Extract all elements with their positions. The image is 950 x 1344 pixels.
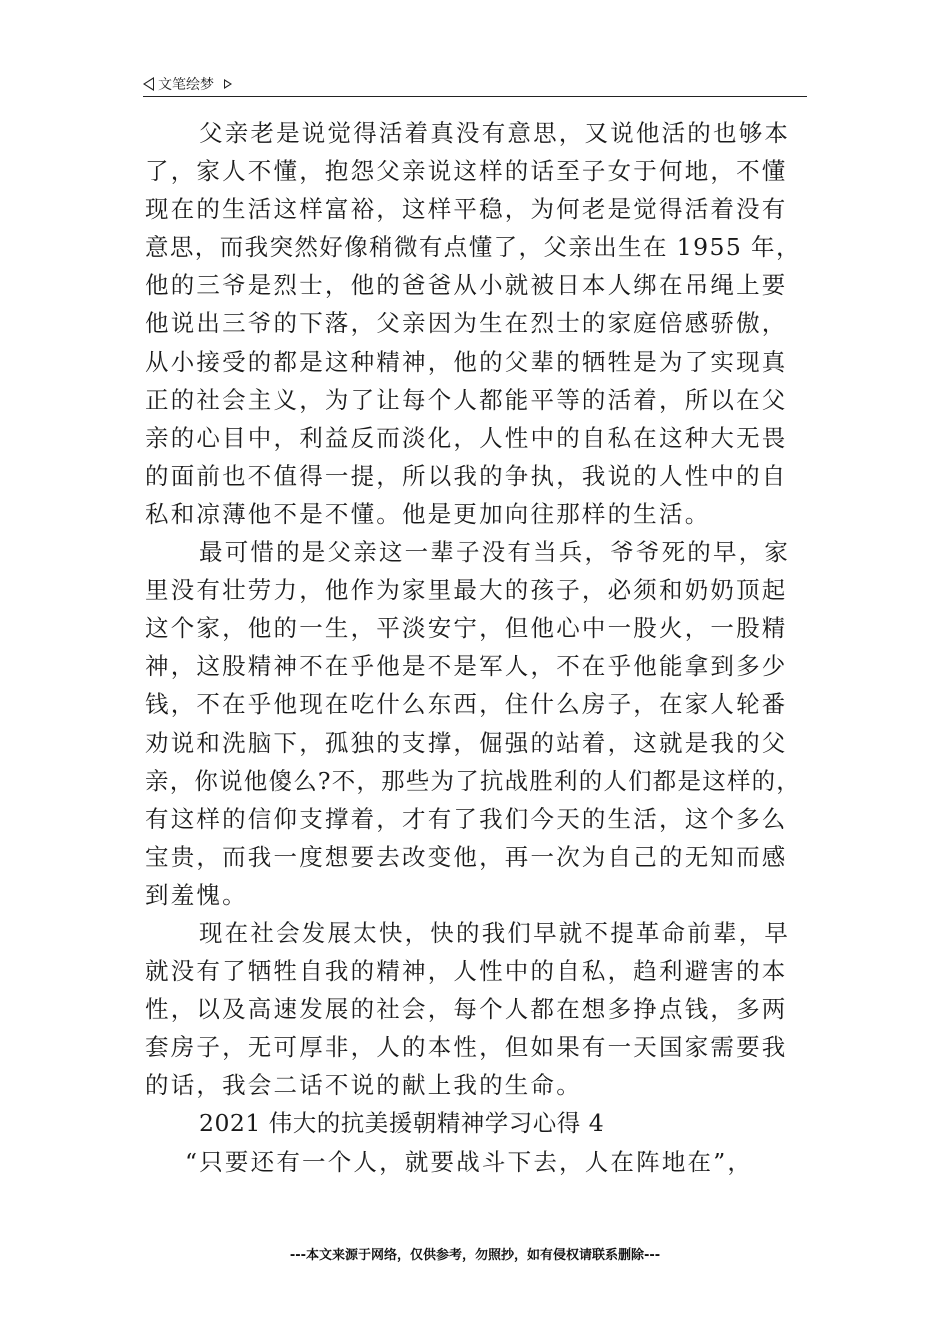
source-disclaimer: ---本文来源于网络，仅供参考，勿照抄，如有侵权请联系删除---: [289, 1248, 661, 1263]
brand-name: 文笔绘梦: [158, 77, 214, 93]
text-line: 性，以及高速发展的社会，每个人都在想多挣点钱，多两: [145, 995, 788, 1024]
text-line: 劝说和洗脑下，孤独的支撑，倔强的站着，这就是我的父: [145, 728, 788, 757]
text-line: 到羞愧。: [145, 880, 248, 909]
text-line: 亲，你说他傻么?不，那些为了抗战胜利的人们都是这样的，: [145, 766, 801, 795]
text-line: 这个家，他的一生，平淡安宁，但他心中一股火，一股精: [145, 614, 788, 643]
text-line: 现在社会发展太快，快的我们早就不提革命前辈，早: [199, 918, 791, 947]
left-triangle-icon: [143, 77, 154, 91]
text-line: 宝贵，而我一度想要去改变他，再一次为自己的无知而感: [145, 842, 788, 871]
text-line: 他的三爷是烈士，他的爸爸从小就被日本人绑在吊绳上要: [145, 271, 788, 300]
text-line: 父亲老是说觉得活着真没有意思，又说他活的也够本: [199, 119, 791, 147]
text-line: 他说出三爷的下落，父亲因为生在烈士的家庭倍感骄傲，: [145, 309, 788, 338]
section-heading: 2021 伟大的抗美援朝精神学习心得 4: [199, 1109, 605, 1138]
text-line: 意思，而我突然好像稍微有点懂了，父亲出生在 1955 年，: [145, 233, 801, 262]
text-line: 里没有壮劳力，他作为家里最大的孩子，必须和奶奶顶起: [145, 576, 788, 605]
text-line: 最可惜的是父亲这一辈子没有当兵，爷爷死的早，家: [199, 538, 791, 567]
text-line: 正的社会主义，为了让每个人都能平等的活着，所以在父: [145, 385, 788, 414]
text-line: 有这样的信仰支撑着，才有了我们今天的生活，这个多么: [145, 804, 788, 833]
right-triangle-icon: [224, 79, 232, 89]
page-header: [143, 70, 807, 97]
text-line: 亲的心目中，利益反而淡化，人性中的自私在这种大无畏: [145, 423, 788, 452]
text-line: 私和凉薄他不是不懂。他是更加向往那样的生活。: [145, 499, 711, 528]
header-brand: [143, 74, 232, 94]
text-line: 从小接受的都是这种精神，他的父辈的牺牲是为了实现真: [145, 347, 788, 376]
text-line: 套房子，无可厚非，人的本性，但如果有一天国家需要我: [145, 1033, 788, 1062]
text-line: “只要还有一个人，就要战斗下去，人在阵地在”，: [185, 1147, 754, 1176]
text-line: 神，这股精神不在乎他是不是军人，不在乎他能拿到多少: [145, 652, 788, 681]
text-line: 就没有了牺牲自我的精神，人性中的自私，趋利避害的本: [145, 957, 788, 986]
text-line: 的面前也不值得一提，所以我的争执，我说的人性中的自: [145, 461, 788, 490]
text-line: 的话，我会二话不说的献上我的生命。: [145, 1071, 582, 1100]
text-line: 了，家人不懂，抱怨父亲说这样的话至子女于何地，不懂: [145, 157, 788, 186]
text-line: 钱，不在乎他现在吃什么东西，住什么房子，在家人轮番: [145, 690, 788, 719]
document-body: [145, 114, 817, 1181]
text-line: 现在的生活这样富裕，这样平稳，为何老是觉得活着没有: [145, 195, 788, 224]
